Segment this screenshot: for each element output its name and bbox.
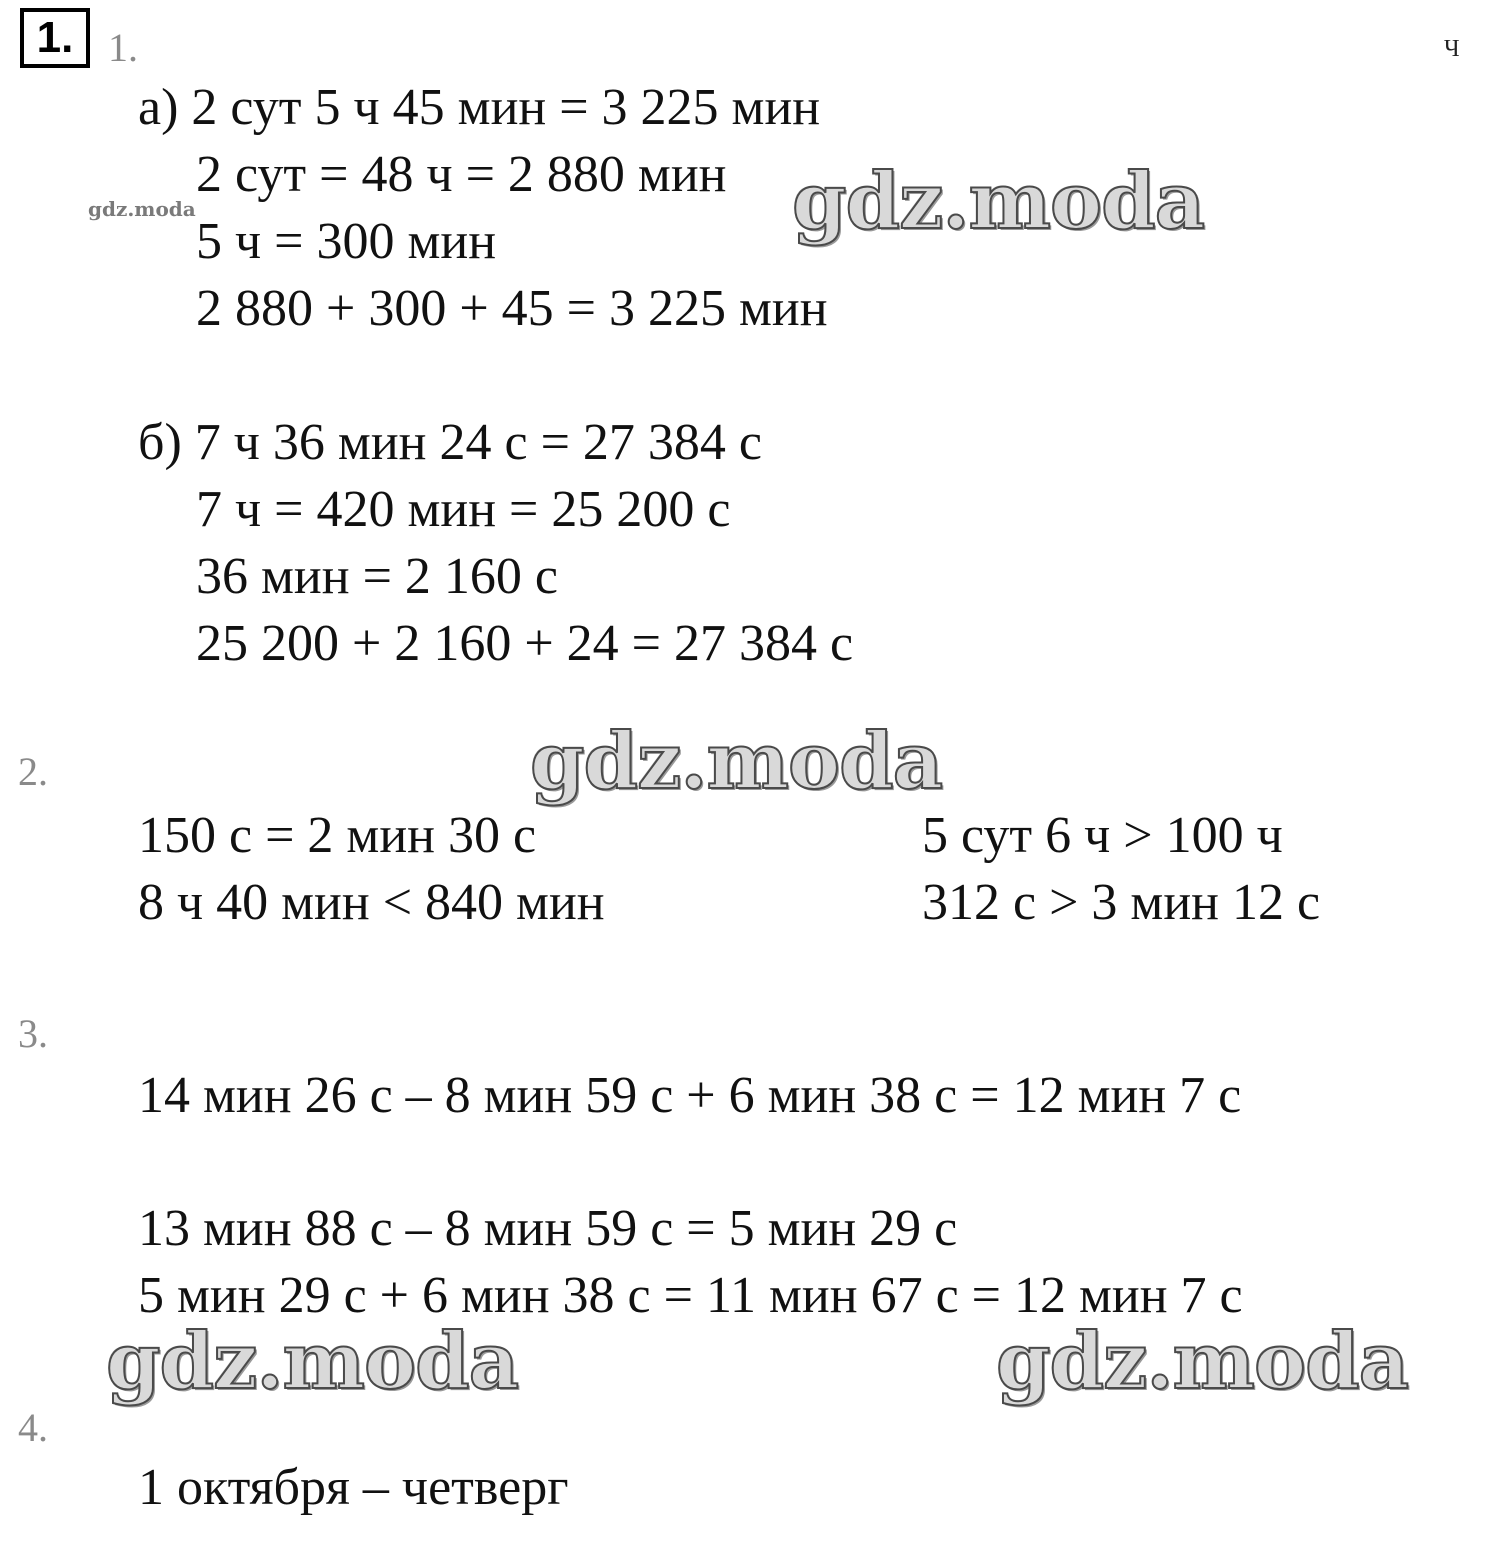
watermark-middle: gdz.moda bbox=[530, 716, 943, 807]
watermark-top: gdz.moda bbox=[792, 156, 1205, 247]
section-3-number: 3. bbox=[18, 1011, 48, 1056]
section-4-number: 4. bbox=[18, 1405, 48, 1450]
s3-line-3: 5 мин 29 с + 6 мин 38 с = 11 мин 67 с = 12 мин 7 с bbox=[138, 1267, 1243, 1324]
s1-a-line-3: 5 ч = 300 мин bbox=[196, 213, 497, 270]
s2-right-line-1: 5 сут 6 ч > 100 ч bbox=[922, 807, 1283, 864]
watermark-small: gdz.moda bbox=[88, 197, 196, 221]
s1-a-line-2: 2 сут = 48 ч = 2 880 мин bbox=[196, 146, 727, 203]
s3-line-2: 13 мин 88 с – 8 мин 59 с = 5 мин 29 с bbox=[138, 1200, 958, 1257]
s1-b-line-1: б) 7 ч 36 мин 24 с = 27 384 с bbox=[138, 414, 762, 471]
s3-line-1: 14 мин 26 с – 8 мин 59 с + 6 мин 38 с = 12 мин 7 с bbox=[138, 1067, 1242, 1124]
s1-b-line-4: 25 200 + 2 160 + 24 = 27 384 с bbox=[196, 615, 854, 672]
s2-left-line-1: 150 с = 2 мин 30 с bbox=[138, 807, 537, 864]
section-2-number: 2. bbox=[18, 749, 48, 794]
s2-right-line-2: 312 с > 3 мин 12 с bbox=[922, 874, 1321, 931]
s2-left-line-2: 8 ч 40 мин < 840 мин bbox=[138, 874, 605, 931]
s4-line-1: 1 октября – четверг bbox=[138, 1459, 569, 1516]
watermark-bottom-left: gdz.moda bbox=[106, 1316, 519, 1407]
s1-b-line-3: 36 мин = 2 160 с bbox=[196, 548, 558, 605]
task-number-badge: 1. bbox=[20, 8, 90, 68]
s1-a-line-4: 2 880 + 300 + 45 = 3 225 мин bbox=[196, 280, 828, 337]
watermark-bottom-right: gdz.moda bbox=[996, 1316, 1409, 1407]
s1-a-line-1: а) 2 сут 5 ч 45 мин = 3 225 мин bbox=[138, 79, 821, 136]
corner-mark: Ч bbox=[1444, 36, 1460, 62]
section-1-number: 1. bbox=[108, 25, 138, 70]
s1-b-line-2: 7 ч = 420 мин = 25 200 с bbox=[196, 481, 731, 538]
